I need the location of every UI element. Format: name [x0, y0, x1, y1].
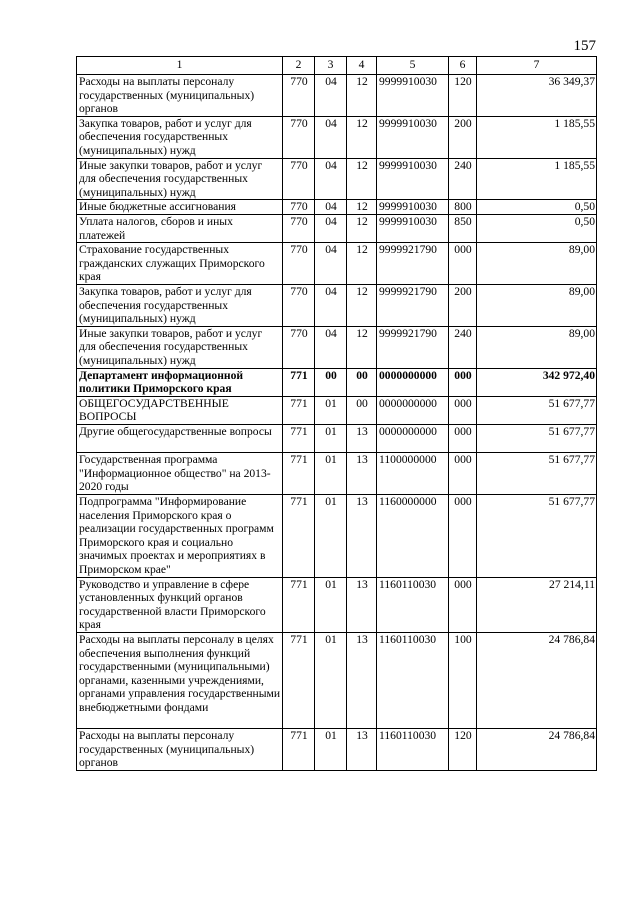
section-code-cell: 04 — [315, 284, 347, 326]
table-row — [77, 577, 597, 632]
subsection-code-cell: 13 — [347, 453, 377, 495]
ministry-code-cell: 770 — [283, 326, 315, 368]
section-code-cell: 00 — [315, 368, 347, 396]
subsection-code-cell: 12 — [347, 116, 377, 158]
target-article-code-cell: 0000000000 — [377, 424, 449, 452]
section-code-cell: 04 — [315, 243, 347, 285]
expense-type-code-cell: 000 — [449, 424, 477, 452]
section-code-cell: 04 — [315, 75, 347, 117]
table-row — [77, 214, 597, 242]
subsection-code-cell: 13 — [347, 577, 377, 632]
section-code-cell: 01 — [315, 494, 347, 577]
ministry-code-cell: 770 — [283, 116, 315, 158]
subsection-code-cell: 12 — [347, 214, 377, 242]
amount-cell: 27 214,11 — [477, 577, 597, 632]
expense-type-code-cell: 240 — [449, 326, 477, 368]
ministry-code-cell: 770 — [283, 214, 315, 242]
expense-name-cell: Иные бюджетные ассигнования — [77, 200, 283, 215]
header-cell-2: 2 — [283, 57, 315, 75]
table-row — [77, 368, 597, 396]
ministry-code-cell: 770 — [283, 200, 315, 215]
expense-type-code-cell: 000 — [449, 494, 477, 577]
table-row — [77, 632, 597, 728]
expense-name-cell: Страхование государственных гражданских служащих Приморского края — [77, 243, 283, 285]
subsection-code-cell: 12 — [347, 284, 377, 326]
subsection-code-cell: 12 — [347, 326, 377, 368]
target-article-code-cell: 9999910030 — [377, 116, 449, 158]
table-row — [77, 326, 597, 368]
expense-type-code-cell: 000 — [449, 453, 477, 495]
target-article-code-cell: 9999910030 — [377, 75, 449, 117]
ministry-code-cell: 770 — [283, 158, 315, 200]
expense-name-cell: Закупка товаров, работ и услуг для обеспечения государственных (муниципальных) нужд — [77, 284, 283, 326]
target-article-code-cell: 9999910030 — [377, 158, 449, 200]
expense-type-code-cell: 000 — [449, 368, 477, 396]
section-code-cell: 04 — [315, 214, 347, 242]
subsection-code-cell: 13 — [347, 632, 377, 728]
target-article-code-cell: 1100000000 — [377, 453, 449, 495]
budget-table — [76, 56, 597, 771]
table-row — [77, 75, 597, 117]
subsection-code-cell: 13 — [347, 729, 377, 771]
target-article-code-cell: 1160110030 — [377, 729, 449, 771]
section-code-cell: 04 — [315, 116, 347, 158]
amount-cell: 0,50 — [477, 214, 597, 242]
ministry-code-cell: 771 — [283, 577, 315, 632]
expense-name-cell: Расходы на выплаты персоналу в целях обеспечения выполнения функций государственными (муниципальными) органами, казенными учреждениями, органами управления государственными внебюджетными фондами — [77, 632, 283, 728]
expense-type-code-cell: 000 — [449, 243, 477, 285]
target-article-code-cell: 9999921790 — [377, 326, 449, 368]
target-article-code-cell: 9999910030 — [377, 214, 449, 242]
ministry-code-cell: 771 — [283, 494, 315, 577]
expense-name-cell: Расходы на выплаты персоналу государственных (муниципальных) органов — [77, 729, 283, 771]
subsection-code-cell: 12 — [347, 158, 377, 200]
subsection-code-cell: 00 — [347, 368, 377, 396]
amount-cell: 36 349,37 — [477, 75, 597, 117]
expense-type-code-cell: 100 — [449, 632, 477, 728]
table-row — [77, 284, 597, 326]
subsection-code-cell: 12 — [347, 75, 377, 117]
amount-cell: 1 185,55 — [477, 158, 597, 200]
amount-cell: 89,00 — [477, 284, 597, 326]
ministry-code-cell: 771 — [283, 453, 315, 495]
section-code-cell: 04 — [315, 326, 347, 368]
expense-type-code-cell: 120 — [449, 729, 477, 771]
ministry-code-cell: 771 — [283, 424, 315, 452]
expense-type-code-cell: 200 — [449, 116, 477, 158]
table-row — [77, 424, 597, 452]
target-article-code-cell: 0000000000 — [377, 396, 449, 424]
expense-name-cell: Уплата налогов, сборов и иных платежей — [77, 214, 283, 242]
table-row — [77, 200, 597, 215]
header-cell-7: 7 — [477, 57, 597, 75]
expense-name-cell: Департамент информационной политики Приморского края — [77, 368, 283, 396]
header-cell-6: 6 — [449, 57, 477, 75]
header-cell-3: 3 — [315, 57, 347, 75]
amount-cell: 51 677,77 — [477, 453, 597, 495]
subsection-code-cell: 13 — [347, 424, 377, 452]
subsection-code-cell: 12 — [347, 200, 377, 215]
section-code-cell: 01 — [315, 396, 347, 424]
section-code-cell: 01 — [315, 729, 347, 771]
expense-type-code-cell: 200 — [449, 284, 477, 326]
header-cell-1: 1 — [77, 57, 283, 75]
target-article-code-cell: 9999921790 — [377, 284, 449, 326]
target-article-code-cell: 1160110030 — [377, 632, 449, 728]
expense-name-cell: Иные закупки товаров, работ и услуг для обеспечения государственных (муниципальных) нужд — [77, 158, 283, 200]
subsection-code-cell: 13 — [347, 494, 377, 577]
amount-cell: 89,00 — [477, 243, 597, 285]
ministry-code-cell: 771 — [283, 632, 315, 728]
amount-cell: 0,50 — [477, 200, 597, 215]
section-code-cell: 04 — [315, 200, 347, 215]
table-row — [77, 243, 597, 285]
amount-cell: 1 185,55 — [477, 116, 597, 158]
subsection-code-cell: 12 — [347, 243, 377, 285]
table-row — [77, 116, 597, 158]
ministry-code-cell: 770 — [283, 75, 315, 117]
page-number: 157 — [573, 38, 596, 54]
amount-cell: 51 677,77 — [477, 396, 597, 424]
subsection-code-cell: 00 — [347, 396, 377, 424]
expense-name-cell: Другие общегосударственные вопросы — [77, 424, 283, 452]
section-code-cell: 01 — [315, 632, 347, 728]
target-article-code-cell: 1160110030 — [377, 577, 449, 632]
target-article-code-cell: 0000000000 — [377, 368, 449, 396]
expense-name-cell: Расходы на выплаты персоналу государственных (муниципальных) органов — [77, 75, 283, 117]
target-article-code-cell: 1160000000 — [377, 494, 449, 577]
amount-cell: 24 786,84 — [477, 632, 597, 728]
ministry-code-cell: 771 — [283, 729, 315, 771]
ministry-code-cell: 771 — [283, 368, 315, 396]
ministry-code-cell: 771 — [283, 396, 315, 424]
section-code-cell: 01 — [315, 424, 347, 452]
expense-name-cell: Государственная программа "Информационное общество" на 2013-2020 годы — [77, 453, 283, 495]
ministry-code-cell: 770 — [283, 243, 315, 285]
expense-type-code-cell: 000 — [449, 396, 477, 424]
amount-cell: 24 786,84 — [477, 729, 597, 771]
expense-name-cell: Иные закупки товаров, работ и услуг для обеспечения государственных (муниципальных) нужд — [77, 326, 283, 368]
amount-cell: 51 677,77 — [477, 494, 597, 577]
expense-name-cell: Подпрограмма "Информирование населения Приморского края о реализации государственных программ Приморского края и социально значимых проектах и мероприятиях в Приморском крае" — [77, 494, 283, 577]
expense-type-code-cell: 800 — [449, 200, 477, 215]
expense-type-code-cell: 240 — [449, 158, 477, 200]
table-row — [77, 396, 597, 424]
expense-name-cell: Руководство и управление в сфере установленных функций органов государственной власти Приморского края — [77, 577, 283, 632]
table-body — [77, 75, 597, 771]
ministry-code-cell: 770 — [283, 284, 315, 326]
amount-cell: 51 677,77 — [477, 424, 597, 452]
expense-name-cell: Закупка товаров, работ и услуг для обеспечения государственных (муниципальных) нужд — [77, 116, 283, 158]
target-article-code-cell: 9999921790 — [377, 243, 449, 285]
section-code-cell: 01 — [315, 453, 347, 495]
expense-type-code-cell: 850 — [449, 214, 477, 242]
header-cell-5: 5 — [377, 57, 449, 75]
expense-type-code-cell: 000 — [449, 577, 477, 632]
table-row — [77, 158, 597, 200]
table-row — [77, 729, 597, 771]
header-cell-4: 4 — [347, 57, 377, 75]
header-row — [77, 57, 597, 75]
amount-cell: 342 972,40 — [477, 368, 597, 396]
section-code-cell: 01 — [315, 577, 347, 632]
table-row — [77, 494, 597, 577]
amount-cell: 89,00 — [477, 326, 597, 368]
section-code-cell: 04 — [315, 158, 347, 200]
expense-type-code-cell: 120 — [449, 75, 477, 117]
table-row — [77, 453, 597, 495]
expense-name-cell: ОБЩЕГОСУДАРСТВЕННЫЕ ВОПРОСЫ — [77, 396, 283, 424]
target-article-code-cell: 9999910030 — [377, 200, 449, 215]
